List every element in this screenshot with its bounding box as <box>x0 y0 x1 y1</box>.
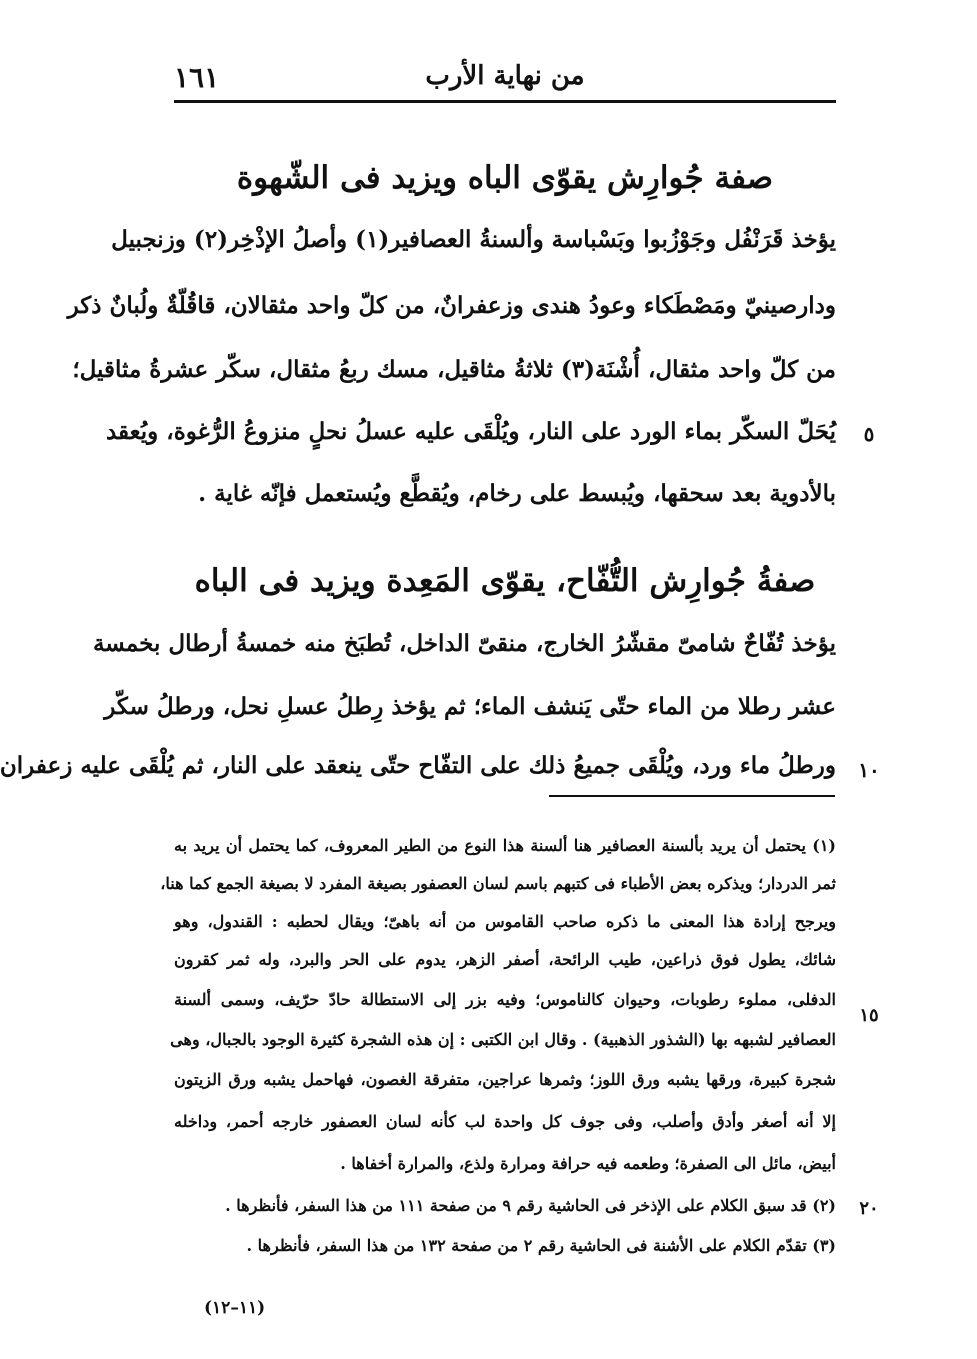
footnote-line: (١) يحتمل أن يريد بألسنة العصافير هنا ألسنة هذا النوع من الطير المعروف، كما يحتمل أن يريد به <box>174 836 836 855</box>
footnote-line: ثمر الدردار؛ ويذكره بعض الأطباء فى كتبهم باسم لسان العصفور بصيغة المفرد لا بصيغة الجمع كما هنا، <box>160 874 836 893</box>
body-line: ودارصينيّ ومَصْطَكاء وعودُ هندى وزعفرانٌ، من كلّ واحد مثقالان، قاقُلّةٌ ولُبانٌ ذكر <box>67 292 836 319</box>
body-line: من كلّ واحد مثقال، أُشْنَة(٣) ثلاثةُ مثاقيل، مسك ربعُ مثقال، سكّر عشرةُ مثاقيل؛ <box>72 356 836 383</box>
body-line: ورطلُ ماء ورد، ويُلْقَى جميعُ ذلك على التفّاح حتّى ينعقد على النار، ثم يُلْقَى عليه زعفران <box>0 752 836 779</box>
running-title: من نهاية الأرب <box>425 61 585 91</box>
body-line: بالأدوية بعد سحقها، ويُبسط على رخام، ويُقطَّع ويُستعمل فإنّه غاية . <box>198 480 836 507</box>
body-line: يؤخذ قَرَنْفُل وجَوْزُبوا وبَسْباسة وألسنةُ العصافير(١) وأصلُ الإذْخِر(٢) وزنجبيل <box>111 226 836 253</box>
footnote-line: شجرة كبيرة، ورقها يشبه ورق اللوز؛ وثمرها عراجين، متفرقة الغصون، فهاحمل يشبه ورق الزيتون <box>174 1070 836 1089</box>
section-heading: صفة جُوارِش يقوّى الباه ويزيد فى الشّهوة <box>236 160 774 196</box>
page-number: ١٦١ <box>174 61 220 94</box>
section-heading: صفةُ جُوارِش التُّفّاح، يقوّى المَعِدة ويزيد فى الباه <box>194 563 816 599</box>
footnote-line: (٣) تقدّم الكلام على الأشنة فى الحاشية رقم ٢ من صفحة ١٣٢ من هذا السفر، فأنظرها . <box>246 1236 836 1255</box>
footnote-line: (٢) قد سبق الكلام على الإذخر فى الحاشية رقم ٩ من صفحة ١١١ من هذا السفر، فأنظرها . <box>225 1196 836 1215</box>
line-number: ١٥ <box>859 1005 879 1026</box>
header-rule <box>174 100 836 103</box>
body-line: عشر رطلا من الماء حتّى يَنشف الماء؛ ثم يؤخذ رِطلُ عسلِ نحل، ورطلُ سكّر <box>104 693 836 720</box>
body-line: يُحَلّ السكّر بماء الورد على النار، ويُلْقَى عليه عسلُ نحلٍ منزوعُ الرُّغوة، ويُعقد <box>105 418 836 445</box>
footnote-line: العصافير لشبهه بها (الشذور الذهبية) . وقال ابن الكتبى : إن هذه الشجرة كثيرة الوجود بالجبال، وهى <box>170 1030 836 1049</box>
line-number: ٥ <box>863 422 875 446</box>
footnote-rule <box>549 795 835 797</box>
line-number: ١٠ <box>858 758 880 782</box>
printer-signature: (١١–١٢) <box>204 1298 266 1318</box>
footnote-line: أبيض، مائل الى الصفرة؛ وطعمه فيه حرافة ومرارة ولذع، والمرارة أخفاها . <box>340 1154 836 1173</box>
footnote-line: ويرجح إرادة هذا المعنى ما ذكره صاحب القاموس من أنه باهىّ؛ ويقال لحطبه : القندول، وهو <box>174 912 836 931</box>
footnote-line: إلا أنه أصغر وأدق وأصلب، وفى جوف كل واحدة لب كأنه لسان العصفور خارجه أحمر، وداخله <box>174 1112 836 1131</box>
line-number: ٢٠ <box>859 1198 879 1219</box>
body-line: يؤخذ تُفّاحٌ شامىّ مقشّرُ الخارج، منقىّ الداخل، تُطبَخ منه خمسةُ أرطال بخمسة <box>92 630 836 657</box>
footnote-line: الدفلى، مملوء رطوبات، وحيوان كالناموس؛ وفيه بزر إلى الاستطالة حادّ حرّيف، وسمى ألسنة <box>174 990 836 1009</box>
footnote-line: شائك، يطول فوق ذراعين، طيب الرائحة، أصفر الزهر، يدوم على الحر والبرد، وله ثمر كقرون <box>174 950 836 969</box>
page-header <box>174 55 836 99</box>
